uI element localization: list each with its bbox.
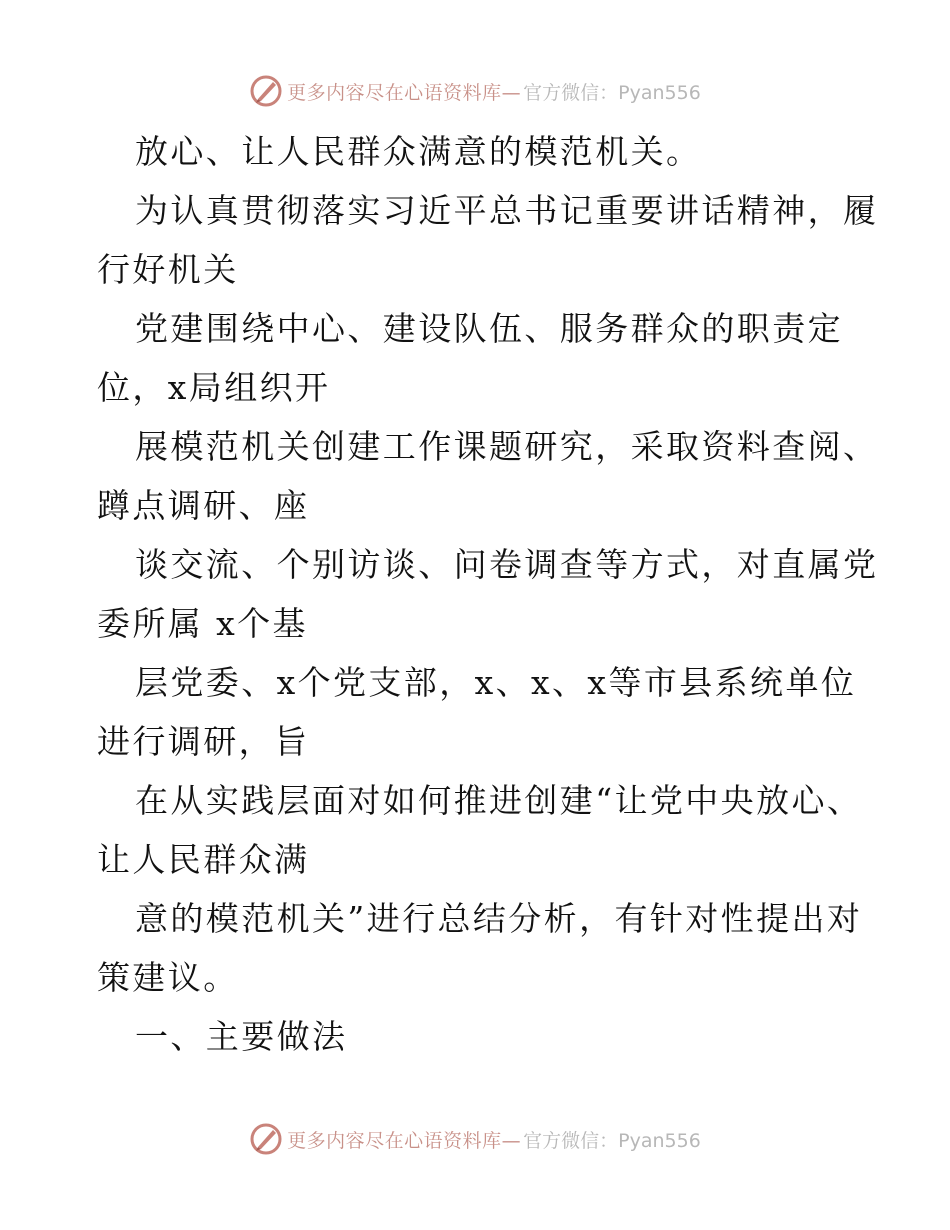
banner-wechat: 官方微信：Pyan556 [523,1129,701,1152]
section-heading: 一、主要做法 [135,1017,348,1056]
text-line: 展模范机关创建工作课题研究，采取资料查阅、 [135,427,879,466]
text-line: 为认真贯彻落实习近平总书记重要讲话精神，履 [135,191,879,230]
text-line: 委所属 x个基 [97,604,308,643]
text-line: 策建议。 [97,958,239,997]
text-line: 蹲点调研、座 [97,486,310,525]
banner-text: 更多内容尽在心语资料库— [287,81,522,104]
footer-banner [0,1119,950,1159]
body-text [97,122,879,1066]
text-line: 谈交流、个别访谈、问卷调查等方式，对直属党 [135,545,879,584]
quill-pen-logo-icon [249,1122,283,1156]
text-line: 在从实践层面对如何推进创建“让党中央放心、 [135,781,863,820]
banner-text: 更多内容尽在心语资料库— [287,1129,522,1152]
quill-pen-logo-icon [249,74,283,108]
text-line: 进行调研，旨 [97,722,310,761]
text-line: 党建围绕中心、建设队伍、服务群众的职责定 [135,309,843,348]
banner-wechat: 官方微信：Pyan556 [523,81,701,104]
text-line: 行好机关 [97,250,239,289]
text-line: 让人民群众满 [97,840,310,879]
text-line: 层党委、x个党支部，x、x、x等市县系统单位 [135,663,857,702]
text-line: 位，x局组织开 [97,368,331,407]
text-line: 意的模范机关”进行总结分析，有针对性提出对 [135,899,863,938]
text-line: 放心、让人民群众满意的模范机关。 [135,132,702,171]
header-banner [0,71,950,111]
